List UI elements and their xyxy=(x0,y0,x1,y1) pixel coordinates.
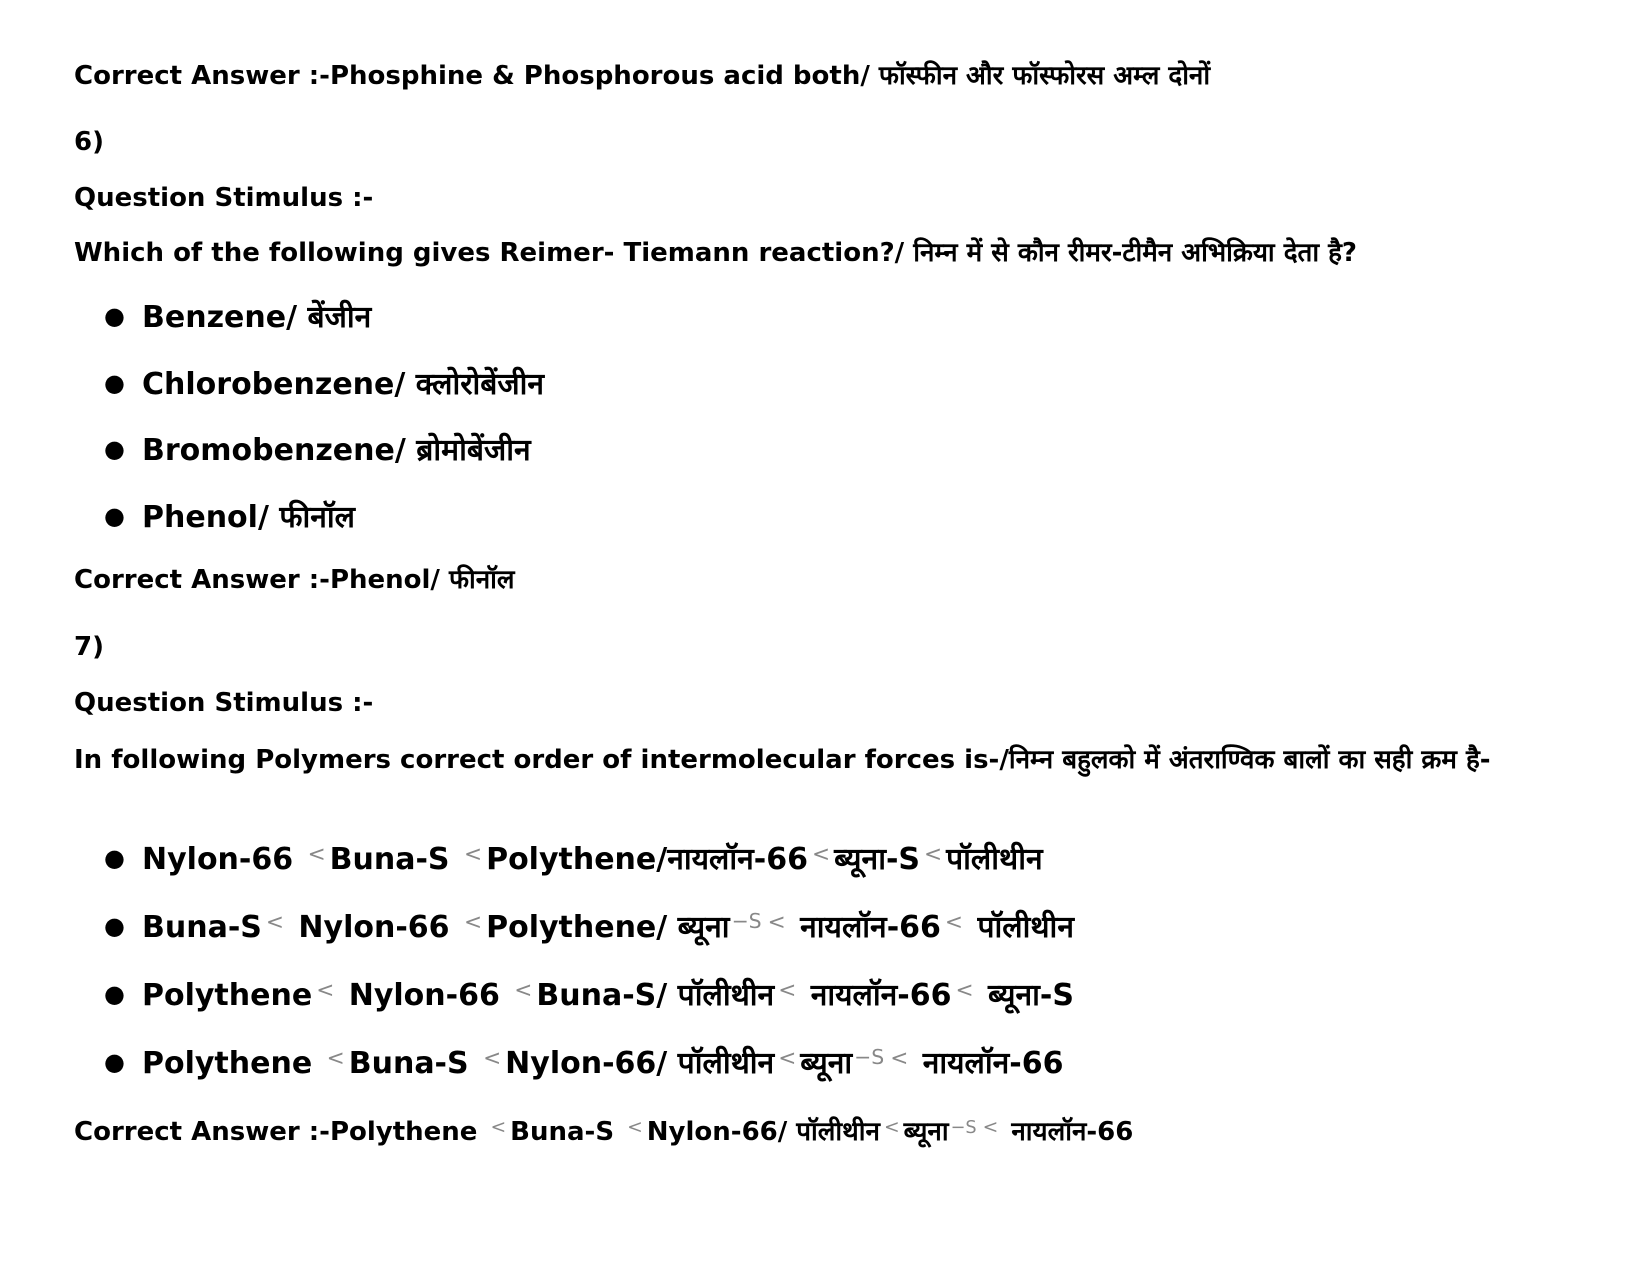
superscript-text: −S xyxy=(950,1117,977,1138)
option-text: Phenol/ फीनॉल xyxy=(142,500,356,535)
option-text: पॉलीथीन xyxy=(946,842,1043,877)
question-number: 7) xyxy=(74,632,104,662)
answer-label: Correct Answer :- xyxy=(74,565,330,595)
option-text: Nylon-66 xyxy=(287,910,460,945)
option-item xyxy=(104,907,1074,950)
less-than-sign: < xyxy=(463,841,483,867)
option-item xyxy=(104,975,1074,1018)
option-text: ब्यूना-S xyxy=(834,842,921,877)
option-text: नायलॉन-66 xyxy=(789,910,941,945)
bullet-icon: ● xyxy=(104,844,125,872)
less-than-sign: < xyxy=(307,841,326,867)
question-number: 6) xyxy=(74,127,104,157)
option-item xyxy=(104,839,1043,882)
bullet-icon: ● xyxy=(104,912,125,940)
correct-answer xyxy=(74,564,515,596)
option-text: Buna-S/ पॉलीथीन xyxy=(536,978,775,1013)
option-text: Polythene/ ब्यूना xyxy=(486,910,730,945)
answer-label: Correct Answer :- xyxy=(74,1117,330,1147)
answer-text: Phenol/ फीनॉल xyxy=(329,565,515,595)
superscript-text: −S xyxy=(854,1045,885,1070)
prev-correct-answer xyxy=(74,60,1210,92)
less-than-sign: < xyxy=(265,909,284,935)
less-than-sign: < xyxy=(490,1116,507,1138)
bullet-icon: ● xyxy=(104,302,125,330)
question-stem: In following Polymers correct order of intermolecular forces is-/निम्न बहुलको में अंतराण्विक बालों का सही क्रम है- xyxy=(74,745,1491,775)
bullet-icon: ● xyxy=(104,1048,125,1076)
option-text: ब्यूना xyxy=(800,1046,853,1081)
less-than-sign: < xyxy=(514,977,533,1003)
option-text: Nylon-66/ पॉलीथीन xyxy=(505,1046,775,1081)
less-than-sign: < xyxy=(944,909,964,935)
bullet-icon: ● xyxy=(104,502,125,530)
less-than-sign: < xyxy=(627,1116,643,1138)
option-text: Polythene xyxy=(142,1046,323,1081)
option-text: Nylon-66 xyxy=(338,978,511,1013)
less-than-sign: < xyxy=(982,1116,999,1138)
superscript-text: −S xyxy=(731,909,762,934)
option-item xyxy=(104,497,355,537)
bullet-icon: ● xyxy=(104,980,125,1008)
bullet-icon: ● xyxy=(104,369,125,397)
less-than-sign: < xyxy=(924,841,943,867)
less-than-sign: < xyxy=(883,1116,900,1138)
option-text: Buna-S xyxy=(329,842,460,877)
less-than-sign: < xyxy=(464,909,483,935)
question-stimulus-label: Question Stimulus :- xyxy=(74,688,374,718)
option-text: Benzene/ बेंजीन xyxy=(142,300,372,335)
less-than-sign: < xyxy=(767,909,786,935)
less-than-sign: < xyxy=(812,841,831,867)
option-text: Buna-S xyxy=(348,1046,480,1081)
less-than-sign: < xyxy=(483,1045,502,1071)
question-stem: Which of the following gives Reimer- Tiemann reaction?/ निम्न में से कौन रीमर-टीमैन अभिक्रिया देता है? xyxy=(74,238,1357,268)
option-text: Polythene xyxy=(142,978,313,1013)
option-text: नायलॉन-66 xyxy=(800,978,952,1013)
option-text: नायलॉन-66 xyxy=(912,1046,1064,1081)
option-item xyxy=(104,1043,1064,1086)
option-text: Nylon-66 xyxy=(142,842,304,877)
option-text: ब्यूना-S xyxy=(977,978,1074,1013)
less-than-sign: < xyxy=(316,977,335,1003)
less-than-sign: < xyxy=(778,977,797,1003)
option-item xyxy=(104,297,371,337)
bullet-icon: ● xyxy=(104,435,125,463)
option-text: Chlorobenzene/ क्लोरोबेंजीन xyxy=(142,367,545,402)
question-stimulus-label: Question Stimulus :- xyxy=(74,183,374,213)
option-text: Buna-S xyxy=(142,910,262,945)
option-item xyxy=(104,430,531,470)
answer-text: Phosphine & Phosphorous acid both/ फॉस्फीन और फॉस्फोरस अम्ल दोनों xyxy=(329,61,1211,91)
answer-text: Polythene xyxy=(329,1117,487,1147)
answer-text: ब्यूना xyxy=(903,1117,949,1147)
answer-text: Nylon-66/ पॉलीथीन xyxy=(646,1117,880,1147)
less-than-sign: < xyxy=(778,1045,797,1071)
answer-text: नायलॉन-66 xyxy=(1002,1117,1134,1147)
option-text: Polythene/नायलॉन-66 xyxy=(486,842,808,877)
less-than-sign: < xyxy=(890,1045,909,1071)
option-text: पॉलीथीन xyxy=(967,910,1074,945)
correct-answer xyxy=(74,1116,1133,1151)
option-item xyxy=(104,364,544,404)
answer-label: Correct Answer :- xyxy=(74,61,330,91)
less-than-sign: < xyxy=(955,977,974,1003)
option-text: Bromobenzene/ ब्रोमोबेंजीन xyxy=(142,433,531,468)
answer-text: Buna-S xyxy=(510,1117,624,1147)
less-than-sign: < xyxy=(326,1045,345,1071)
